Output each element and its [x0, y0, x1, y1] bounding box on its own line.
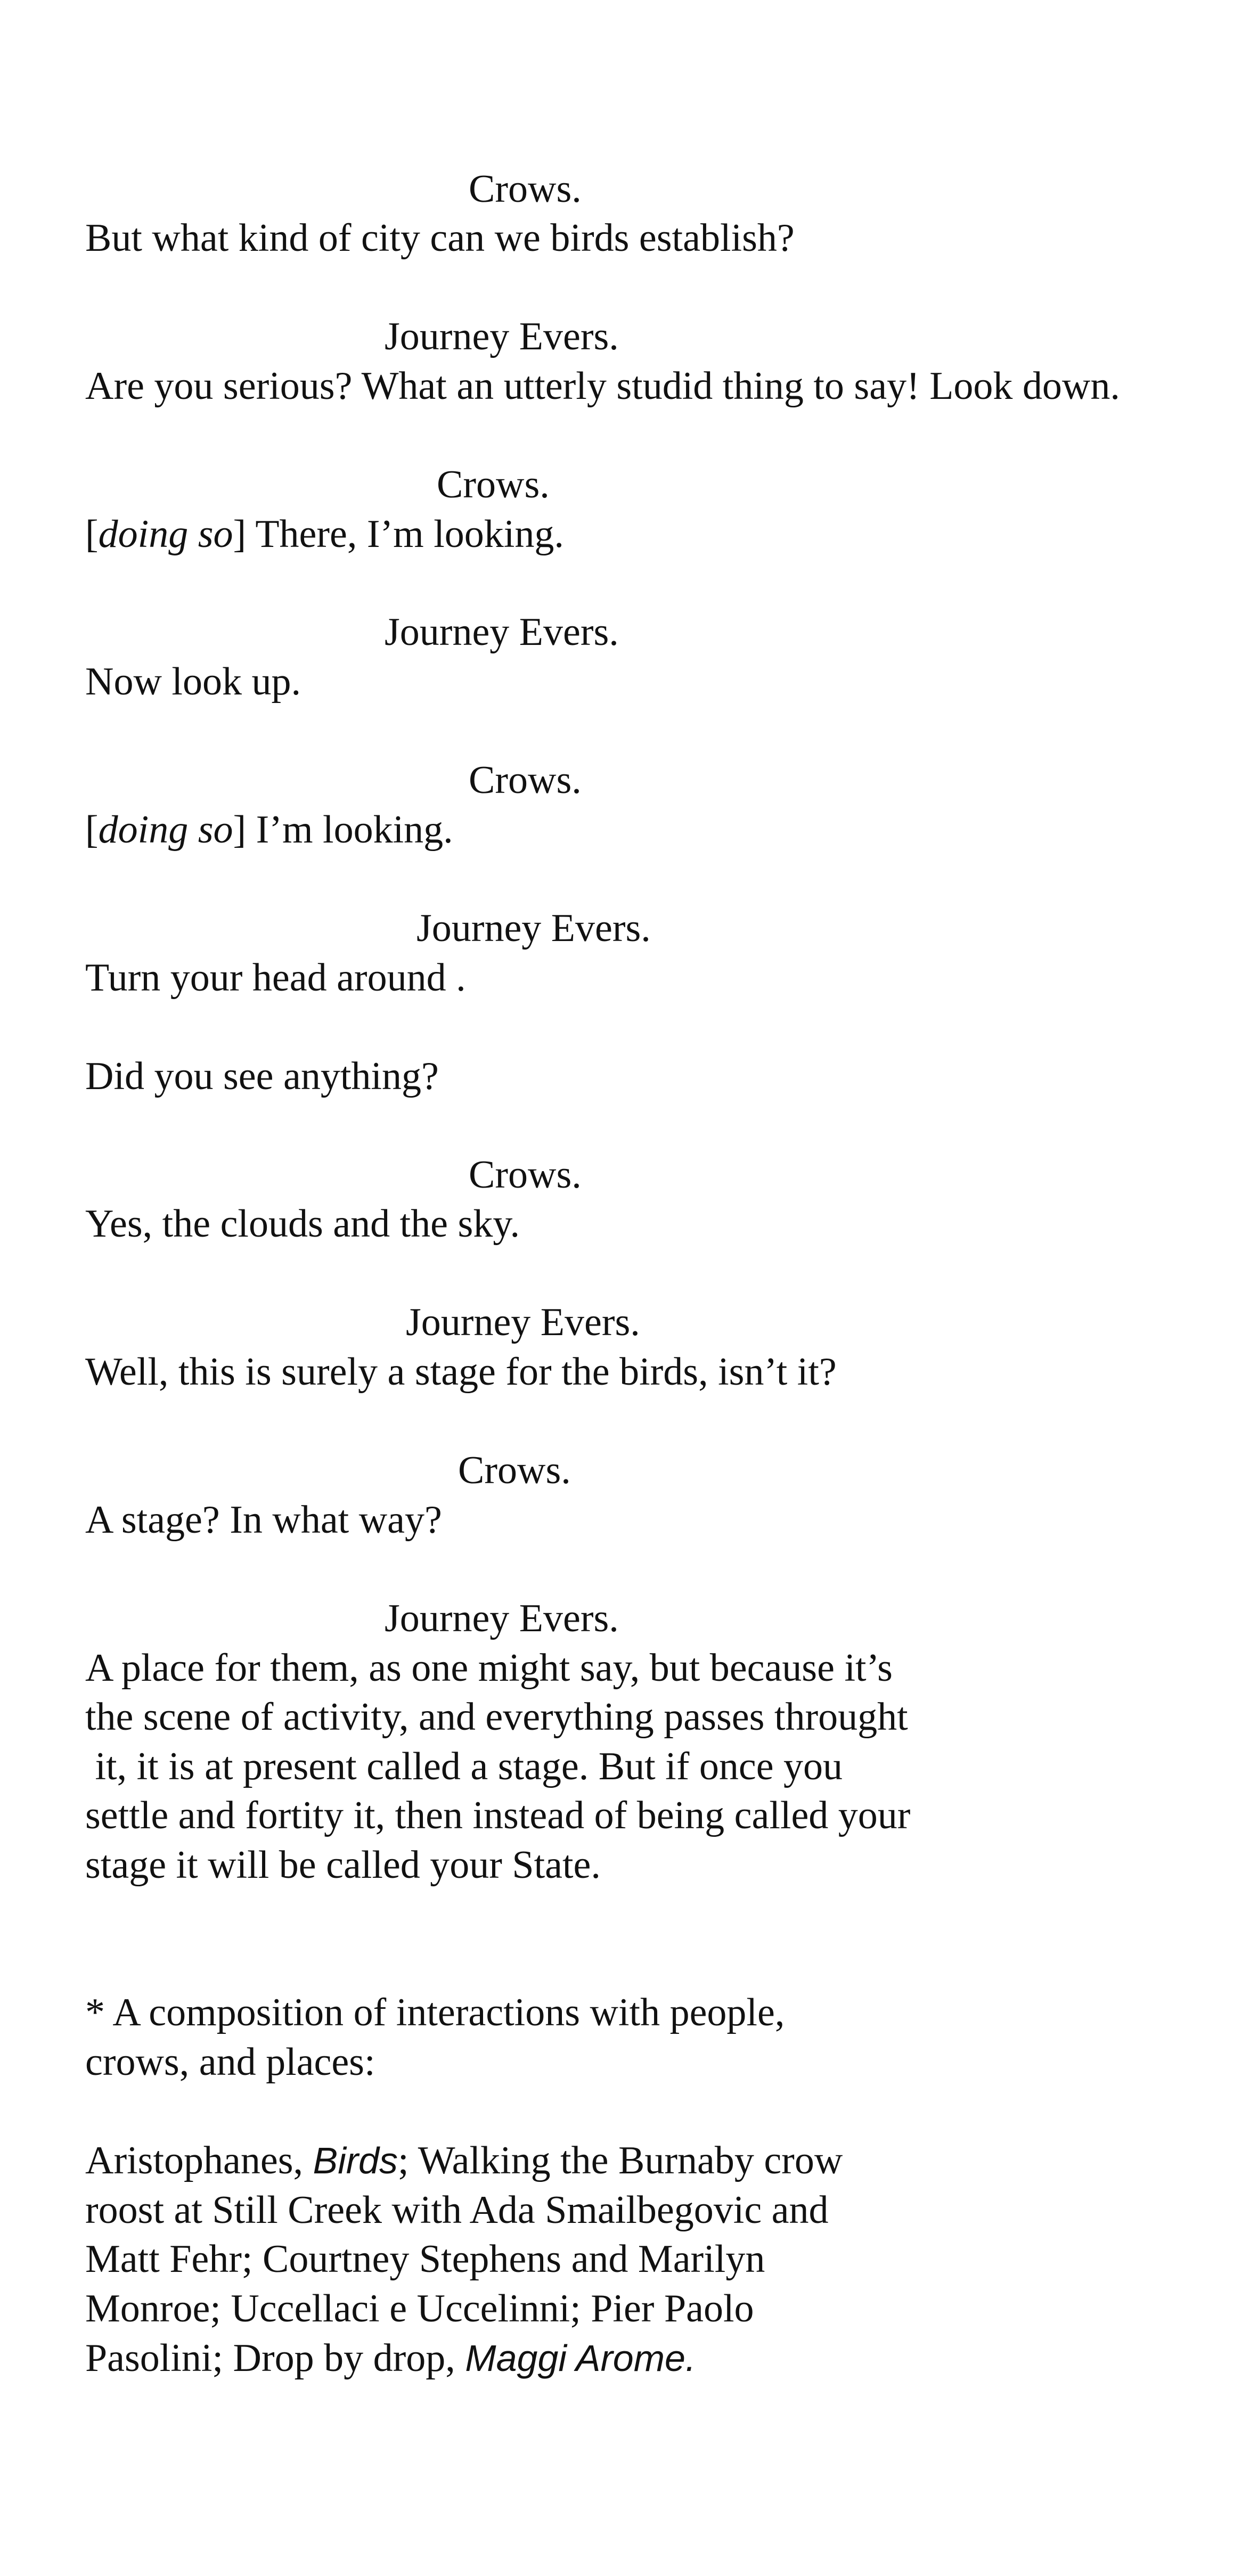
dialogue-text: ] There, I’m looking. [233, 512, 564, 556]
footnote-text: Pasolini; Drop by drop, [85, 2336, 465, 2380]
footnote-title: Maggi Arome. [465, 2337, 696, 2379]
speaker-journey-evers: Journey Evers. [406, 1301, 640, 1344]
dialogue-text: ] I’m looking. [233, 808, 453, 852]
dialogue-line: Well, this is surely a stage for the birds, isn’t it? [85, 1350, 837, 1394]
dialogue-line [85, 514, 564, 554]
footnote-line: Matt Fehr; Courtney Stephens and Marilyn [85, 2237, 765, 2281]
footnote-line: Monroe; Uccellaci e Uccelinni; Pier Paolo [85, 2287, 754, 2330]
speaker-crows: Crows. [458, 1449, 571, 1492]
dialogue-line: the scene of activity, and everything passes throught [85, 1695, 908, 1739]
dialogue-line: stage it will be called your State. [85, 1843, 601, 1887]
speaker-journey-evers: Journey Evers. [416, 906, 651, 950]
speaker-crows: Crows. [469, 1153, 582, 1197]
speaker-journey-evers: Journey Evers. [385, 610, 619, 654]
dialogue-line: Are you serious? What an utterly studid thing to say! Look down. [85, 364, 1120, 408]
dialogue-line: settle and fortity it, then instead of being called your [85, 1794, 911, 1837]
footnote-intro: crows, and places: [85, 2040, 375, 2084]
bracket: [ [85, 808, 99, 852]
dialogue-line: Yes, the clouds and the sky. [85, 1202, 520, 1246]
dialogue-line: A place for them, as one might say, but because it’s [85, 1646, 893, 1690]
footnote-line: roost at Still Creek with Ada Smailbegovic and [85, 2188, 829, 2232]
dialogue-line: But what kind of city can we birds establish? [85, 216, 795, 260]
dialogue-line: A stage? In what way? [85, 1498, 442, 1542]
dialogue-line: Turn your head around . [85, 956, 466, 1000]
dialogue-line: Now look up. [85, 660, 301, 704]
footnote-line [85, 2338, 696, 2378]
footnote-intro: * A composition of interactions with people, [85, 1991, 785, 2034]
stage-direction: doing so [98, 512, 233, 556]
speaker-crows: Crows. [469, 758, 582, 802]
speaker-journey-evers: Journey Evers. [385, 1597, 619, 1640]
speaker-crows: Crows. [469, 167, 582, 211]
footnote-text: Aristophanes, [85, 2139, 313, 2182]
stage-direction: doing so [98, 808, 233, 852]
dialogue-line [85, 808, 453, 852]
footnote-title: Birds [313, 2140, 398, 2181]
footnote-line [85, 2141, 843, 2180]
dialogue-line: it, it is at present called a stage. But if once you [85, 1745, 843, 1788]
bracket: [ [85, 512, 99, 556]
dialogue-line: Did you see anything? [85, 1054, 439, 1098]
speaker-crows: Crows. [437, 463, 550, 506]
footnote-text: ; Walking the Burnaby crow [397, 2139, 843, 2182]
speaker-journey-evers: Journey Evers. [385, 315, 619, 358]
